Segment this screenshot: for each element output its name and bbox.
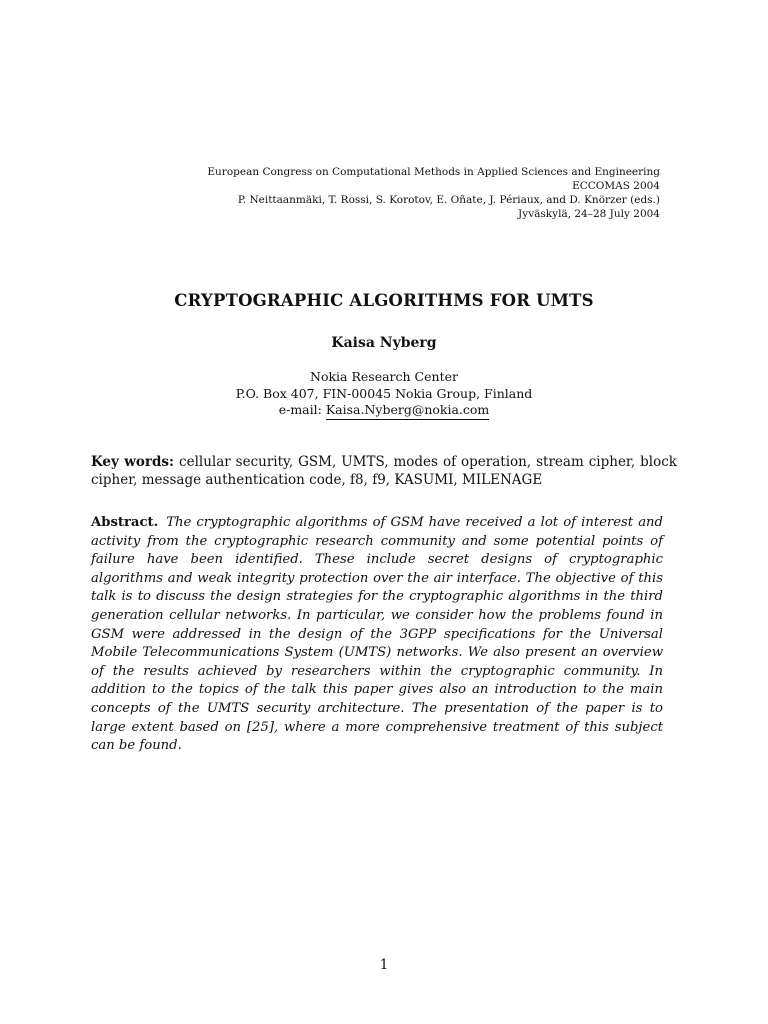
abstract-section xyxy=(91,514,663,756)
keywords-text: cellular security, GSM, UMTS, modes of operation, stream cipher, block cipher, message authentication code, f8, f9, KASUMI, MILENAGE xyxy=(91,454,677,488)
page-number: 1 xyxy=(379,957,389,973)
author-name: Kaisa Nyberg xyxy=(331,335,437,351)
conference-header xyxy=(207,165,660,221)
abstract-label: Abstract. xyxy=(91,515,159,530)
affiliation-email-line xyxy=(0,402,768,419)
affiliation-organization: Nokia Research Center xyxy=(310,369,458,384)
conference-acronym: ECCOMAS 2004 xyxy=(572,180,660,192)
email-link[interactable]: Kaisa.Nyberg@nokia.com xyxy=(326,402,489,420)
email-prefix: e-mail: xyxy=(278,402,322,417)
abstract-text: The cryptographic algorithms of GSM have received a lot of interest and activity from the cryptographic research community and some potential points of failure have been identified. These include secret designs of cryptographic algorithms and weak integrity protection over the air interface. The objective of this talk is to discuss the design strategies for the cryptographic algorithms in the third generation cellular networks. In particular, we consider how the problems found in GSM were addressed in the design of the 3GPP specifications for the Universal Mobile Telecommunications System (UMTS) networks. We also present an overview of the results achieved by researchers within the cryptographic community. In addition to the topics of the talk this paper gives also an introduction to the main concepts of the UMTS security architecture. The presentation of the paper is to large extent based on [25], where a more comprehensive treatment of this subject can be found. xyxy=(91,515,663,754)
keywords-label: Key words: xyxy=(91,454,175,470)
conference-editors: P. Neittaanmäki, T. Rossi, S. Korotov, E. Oñate, J. Périaux, and D. Knörzer (eds.) xyxy=(237,194,660,206)
paper-title: CRYPTOGRAPHIC ALGORITHMS FOR UMTS xyxy=(174,291,594,310)
conference-place-date: Jyväskylä, 24–28 July 2004 xyxy=(518,208,660,220)
conference-name: European Congress on Computational Methods in Applied Sciences and Engineering xyxy=(207,166,660,178)
keywords-section xyxy=(91,453,677,489)
affiliation-address: P.O. Box 407, FIN-00045 Nokia Group, Finland xyxy=(235,385,533,401)
author-affiliation xyxy=(0,369,768,419)
